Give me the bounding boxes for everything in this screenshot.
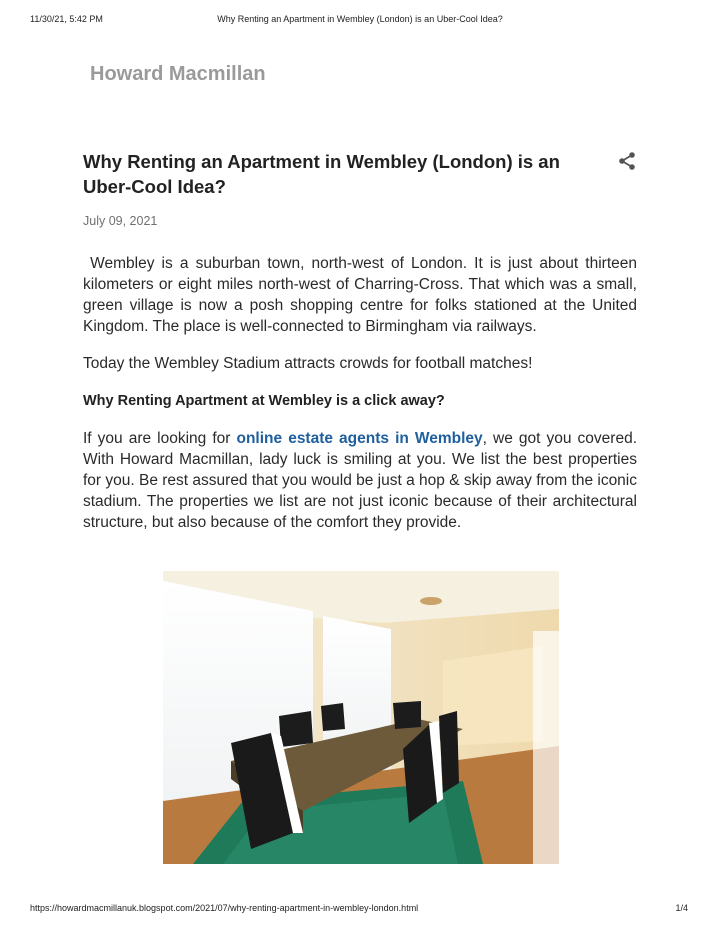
post-title: Why Renting an Apartment in Wembley (London) is an Uber-Cool Idea? (83, 151, 560, 197)
share-icon (616, 150, 638, 172)
share-button[interactable] (616, 150, 638, 172)
paragraph-intro: Wembley is a suburban town, north-west of London. It is just about thirteen kilometers or eight miles north-west of Charring-Cross. That which was a small, green village is now a posh shopping centre for folks stationed at the United Kingdom. The place is well-connected to Birmingham via railways. (83, 255, 642, 335)
paragraph-agents-rest: , we got you covered. With Howard Macmillan, lady luck is smiling at you. We list the best properties for you. Be rest assured that you would be just a hop & skip away from the iconic stadium. The properties we list are not just iconic because of their architectural structure, but also because of the comfort they provide. (83, 430, 638, 531)
print-url: https://howardmacmillanuk.blogspot.com/2021/07/why-renting-apartment-in-wembley-london.html (30, 903, 419, 913)
paragraph-agents (83, 428, 637, 533)
print-page-title: Why Renting an Apartment in Wembley (London) is an Uber-Cool Idea? (217, 14, 503, 24)
print-header (0, 14, 720, 28)
blog-brand-title[interactable]: Howard Macmillan (90, 63, 266, 85)
page-number: 1/4 (675, 903, 688, 913)
dining-room-illustration (163, 571, 559, 864)
estate-agents-link[interactable]: online estate agents in Wembley (236, 430, 483, 447)
post-date: July 09, 2021 (83, 214, 158, 228)
print-datetime: 11/30/21, 5:42 PM (30, 14, 103, 24)
dining-room-photo (163, 571, 559, 864)
section-subheading: Why Renting Apartment at Wembley is a click away? (83, 393, 445, 409)
paragraph-agents-lead: If you are looking for (83, 430, 237, 447)
paragraph-stadium: Today the Wembley Stadium attracts crowds for football matches! (83, 355, 533, 372)
